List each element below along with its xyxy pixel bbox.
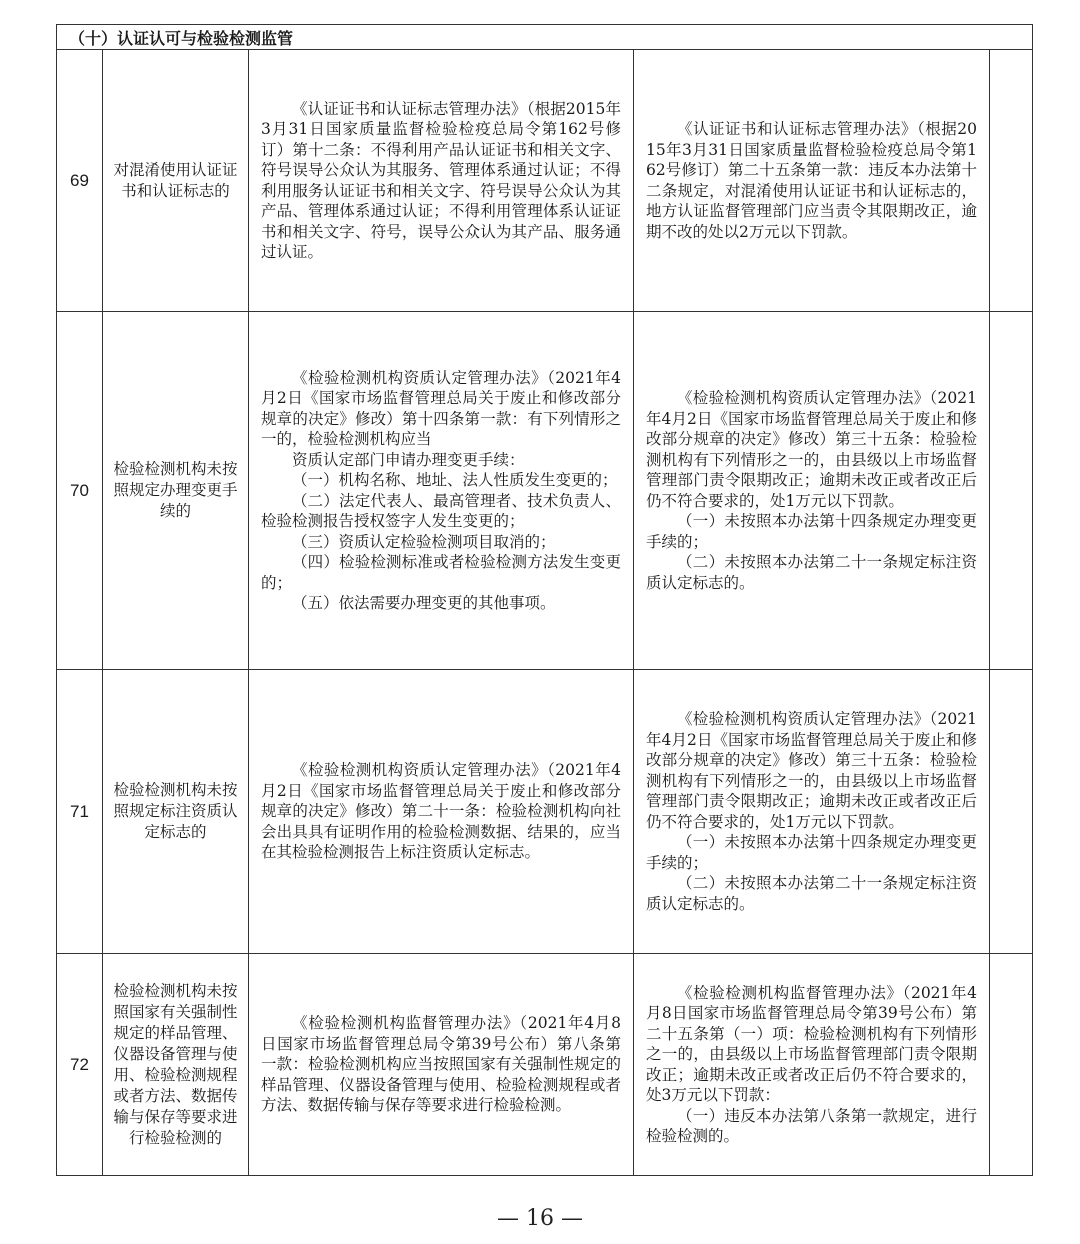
violation-item: 检验检测机构未按照规定标注资质认定标志的 bbox=[103, 670, 249, 954]
basis-paragraph: 《检验检测机构监督管理办法》（2021年4月8日国家市场监督管理总局令第39号公布）第八条第一款：检验检测机构应当按照国家有关强制性规定的样品管理、仪器设备管理与使用、检验检测规程或者方法、数据传输与保存等要求进行检验检测。 bbox=[261, 1014, 621, 1115]
penalty-clause bbox=[634, 670, 990, 954]
row-number: 72 bbox=[57, 954, 103, 1176]
basis-paragraph: （五）依法需要办理变更的其他事项。 bbox=[292, 594, 556, 612]
remarks-cell bbox=[990, 50, 1033, 312]
table-row bbox=[57, 954, 1033, 1176]
penalty-paragraph: （一）未按照本办法第十四条规定办理变更手续的； bbox=[646, 512, 977, 551]
penalty-paragraph: 《认证证书和认证标志管理办法》（根据2015年3月31日国家质量监督检验检疫总局令第162号修订）第二十五条第一款：违反本办法第十二条规定，对混淆使用认证证书和认证标志的，地方认证监督管理部门应当责令其限期改正，逾期不改的处以2万元以下罚款。 bbox=[646, 120, 977, 241]
penalty-paragraph: （一）违反本办法第八条第一款规定，进行检验检测的。 bbox=[646, 1106, 977, 1145]
basis-paragraph: （二）法定代表人、最高管理者、技术负责人、检验检测报告授权签字人发生变更的； bbox=[261, 491, 621, 530]
penalty-paragraph: 《检验检测机构资质认定管理办法》（2021年4月2日《国家市场监督管理总局关于废止和修改部分规章的决定》修改）第三十五条：检验检测机构有下列情形之一的，由县级以上市场监督管理部门责令限期改正；逾期未改正或者改正后仍不符合要求的，处1万元以下罚款。 bbox=[646, 389, 977, 510]
penalty-clause bbox=[634, 312, 990, 670]
penalty-paragraph: （二）未按照本办法第二十一条规定标注资质认定标志的。 bbox=[646, 874, 977, 913]
legal-basis bbox=[249, 312, 634, 670]
row-number: 70 bbox=[57, 312, 103, 670]
section-title: （十）认证认可与检验检测监管 bbox=[57, 25, 1033, 50]
violation-item: 对混淆使用认证证书和认证标志的 bbox=[103, 50, 249, 312]
legal-basis bbox=[249, 954, 634, 1176]
section-header-row bbox=[57, 25, 1033, 50]
penalty-paragraph: （二）未按照本办法第二十一条规定标注资质认定标志的。 bbox=[646, 553, 977, 592]
table-row bbox=[57, 312, 1033, 670]
penalty-clause bbox=[634, 954, 990, 1176]
table-row bbox=[57, 50, 1033, 312]
violation-item: 检验检测机构未按照规定办理变更手续的 bbox=[103, 312, 249, 670]
basis-paragraph: （一）机构名称、地址、法人性质发生变更的； bbox=[292, 471, 618, 489]
remarks-cell bbox=[990, 670, 1033, 954]
basis-paragraph: 资质认定部门申请办理变更手续： bbox=[292, 450, 525, 469]
remarks-cell bbox=[990, 312, 1033, 670]
law-table bbox=[56, 24, 1033, 1176]
basis-paragraph: （四）检验检测标准或者检验检测方法发生变更的； bbox=[261, 553, 621, 592]
basis-paragraph: 《认证证书和认证标志管理办法》（根据2015年3月31日国家质量监督检验检疫总局令第162号修订）第十二条：不得利用产品认证证书和相关文字、符号误导公众认为其服务、管理体系通过认证；不得利用服务认证证书和相关文字、符号误导公众认为其产品、管理体系通过认证；不得利用管理体系认证证书和相关文字、符号，误导公众认为其产品、服务通过认证。 bbox=[261, 99, 621, 261]
basis-paragraph: 《检验检测机构资质认定管理办法》（2021年4月2日《国家市场监督管理总局关于废止和修改部分规章的决定》修改）第二十一条：检验检测机构向社会出具具有证明作用的检验检测数据、结果的，应当在其检验检测报告上标注资质认定标志。 bbox=[261, 761, 621, 862]
table-row bbox=[57, 670, 1033, 954]
basis-paragraph: 《检验检测机构资质认定管理办法》（2021年4月2日《国家市场监督管理总局关于废止和修改部分规章的决定》修改）第十四条第一款：有下列情形之一的，检验检测机构应当 bbox=[261, 368, 621, 448]
legal-basis bbox=[249, 670, 634, 954]
remarks-cell bbox=[990, 954, 1033, 1176]
penalty-clause bbox=[634, 50, 990, 312]
penalty-paragraph: 《检验检测机构监督管理办法》（2021年4月8日国家市场监督管理总局令第39号公布）第二十五条第（一）项：检验检测机构有下列情形之一的，由县级以上市场监督管理部门责令限期改正；逾期未改正或者改正后仍不符合要求的，处3万元以下罚款： bbox=[646, 983, 977, 1104]
page-number: — 16 — bbox=[497, 1206, 583, 1231]
penalty-paragraph: 《检验检测机构资质认定管理办法》（2021年4月2日《国家市场监督管理总局关于废止和修改部分规章的决定》修改）第三十五条：检验检测机构有下列情形之一的，由县级以上市场监督管理部门责令限期改正；逾期未改正或者改正后仍不符合要求的，处1万元以下罚款。 bbox=[646, 710, 977, 831]
penalty-paragraph: （一）未按照本办法第十四条规定办理变更手续的； bbox=[646, 833, 977, 872]
basis-paragraph: （三）资质认定检验检测项目取消的； bbox=[292, 532, 556, 551]
legal-basis bbox=[249, 50, 634, 312]
row-number: 69 bbox=[57, 50, 103, 312]
violation-item: 检验检测机构未按照国家有关强制性规定的样品管理、仪器设备管理与使用、检验检测规程或者方法、数据传输与保存等要求进行检验检测的 bbox=[103, 954, 249, 1176]
row-number: 71 bbox=[57, 670, 103, 954]
